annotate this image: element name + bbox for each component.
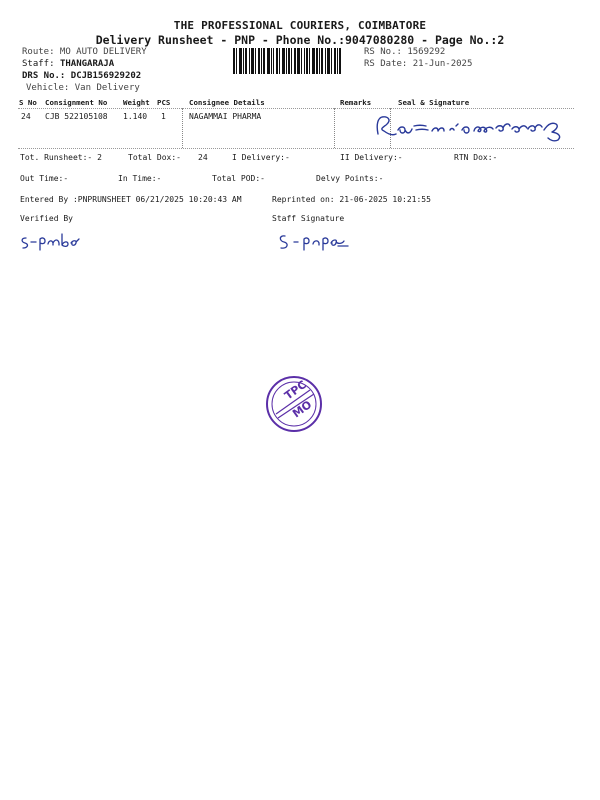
col-header-consignment: Consignment No bbox=[45, 98, 108, 107]
delivery-points: Delvy Points:- bbox=[316, 174, 384, 183]
col-header-pcs: PCS bbox=[157, 98, 171, 107]
tpc-mo-stamp bbox=[264, 374, 324, 434]
verified-by-label: Verified By bbox=[20, 214, 73, 223]
row-divider bbox=[18, 148, 574, 149]
rs-date: RS Date: 21-Jun-2025 bbox=[364, 59, 473, 69]
ii-delivery: II Delivery:- bbox=[340, 153, 403, 162]
stamp-bottom-text: MO bbox=[290, 397, 315, 421]
total-dox-label: Total Dox:- bbox=[128, 153, 181, 162]
total-dox-value: 24 bbox=[198, 153, 208, 162]
col-header-weight: Weight bbox=[123, 98, 150, 107]
cell-sno: 24 bbox=[21, 112, 31, 121]
reprinted-on: Reprinted on: 21-06-2025 10:21:55 bbox=[272, 195, 431, 204]
total-pod: Total POD:- bbox=[212, 174, 265, 183]
out-time: Out Time:- bbox=[20, 174, 69, 183]
vehicle-text: Vehicle: Van Delivery bbox=[26, 83, 140, 93]
drs-row bbox=[22, 71, 141, 81]
rtn-dox: RTN Dox:- bbox=[454, 153, 498, 162]
barcode bbox=[233, 48, 355, 74]
company-title: THE PROFESSIONAL COURIERS, COIMBATORE bbox=[173, 19, 427, 32]
in-time: In Time:- bbox=[118, 174, 162, 183]
route-text: Route: MO AUTO DELIVERY bbox=[22, 47, 147, 57]
drs-label: DRS No.: bbox=[22, 71, 66, 81]
col-header-sno: S No bbox=[19, 98, 37, 107]
col-header-consignee: Consignee Details bbox=[189, 98, 265, 107]
col-header-seal-signature: Seal & Signature bbox=[398, 98, 470, 107]
verified-signature bbox=[18, 230, 88, 254]
col-divider-remarks bbox=[334, 108, 335, 148]
header-divider bbox=[18, 108, 574, 109]
i-delivery: I Delivery:- bbox=[232, 153, 290, 162]
consignee-signature bbox=[372, 112, 578, 146]
staff-label: Staff: bbox=[22, 59, 55, 69]
staff-signature-label: Staff Signature bbox=[272, 214, 345, 223]
staff-value: THANGARAJA bbox=[59, 59, 115, 69]
col-header-remarks: Remarks bbox=[340, 98, 372, 107]
stamp-top-text: TPC bbox=[282, 378, 309, 403]
staff-signature bbox=[276, 230, 356, 254]
col-divider-consignee bbox=[182, 108, 183, 148]
drs-value: DCJB156929202 bbox=[70, 71, 142, 81]
cell-consignment: CJB 522105108 bbox=[45, 112, 108, 121]
entered-by: Entered By :PNPRUNSHEET 06/21/2025 10:20:43 AM bbox=[20, 195, 242, 204]
cell-weight: 1.140 bbox=[123, 112, 148, 121]
runsheet-title: Delivery Runsheet - PNP - Phone No.:9047080280 - Page No.:2 bbox=[95, 33, 505, 47]
cell-pcs: 1 bbox=[161, 112, 166, 121]
rs-number: RS No.: 1569292 bbox=[364, 47, 446, 57]
total-runsheet: Tot. Runsheet:- 2 bbox=[20, 153, 102, 162]
cell-consignee: NAGAMMAI PHARMA bbox=[189, 112, 262, 121]
staff-row bbox=[22, 59, 114, 69]
